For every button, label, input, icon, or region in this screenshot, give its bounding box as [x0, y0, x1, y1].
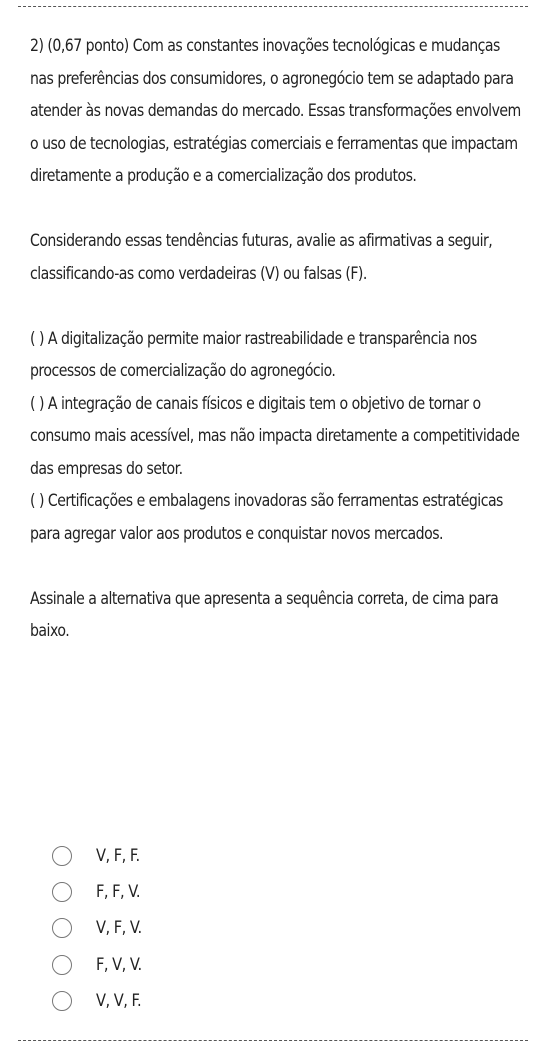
radio-button[interactable] — [52, 955, 72, 975]
question-instruction: Considerando essas tendências futuras, avalie as afirmativas a seguir, classificando-as como verdadeiras (V) ou falsas (F). — [30, 231, 493, 283]
option-2[interactable] — [52, 874, 149, 910]
statement-2: ( ) A integração de canais físicos e digitais tem o objetivo de tornar o consumo mais acessível, mas não impacta diretamente a competitividade das empresas do setor. — [30, 393, 520, 478]
statement-3: ( ) Certificações e embalagens inovadoras são ferramentas estratégicas para agregar valor aos produtos e conquistar novos mercados. — [30, 491, 503, 543]
option-label: V, F, V. — [96, 918, 142, 939]
option-1[interactable] — [52, 838, 149, 874]
option-label: F, F, V. — [96, 882, 141, 903]
option-3[interactable] — [52, 910, 149, 946]
answer-options — [52, 838, 149, 1019]
question-block — [30, 30, 525, 648]
option-label: V, F, F. — [96, 846, 140, 867]
radio-button[interactable] — [52, 918, 72, 938]
radio-button[interactable] — [52, 846, 72, 866]
question-header: 2) (0,67 ponto) Com as constantes inovações tecnológicas e mudanças nas preferências dos consumidores, o agronegócio tem se adaptado para atender às novas demandas do mercado. Essas transformações envolvem o uso de tecnologias, estratégias comerciais e ferramentas que impactam diretamente a produção e a comercialização dos produtos. — [30, 36, 521, 185]
option-5[interactable] — [52, 983, 149, 1019]
option-4[interactable] — [52, 947, 149, 983]
radio-button[interactable] — [52, 882, 72, 902]
top-divider — [18, 6, 528, 7]
statement-1: ( ) A digitalização permite maior rastreabilidade e transparência nos processos de comercialização do agronegócio. — [30, 328, 477, 380]
question-prompt: Assinale a alternativa que apresenta a sequência correta, de cima para baixo. — [30, 588, 499, 640]
bottom-divider — [18, 1040, 528, 1041]
option-label: V, V, F. — [96, 990, 142, 1011]
radio-button[interactable] — [52, 991, 72, 1011]
option-label: F, V, V. — [96, 954, 142, 975]
